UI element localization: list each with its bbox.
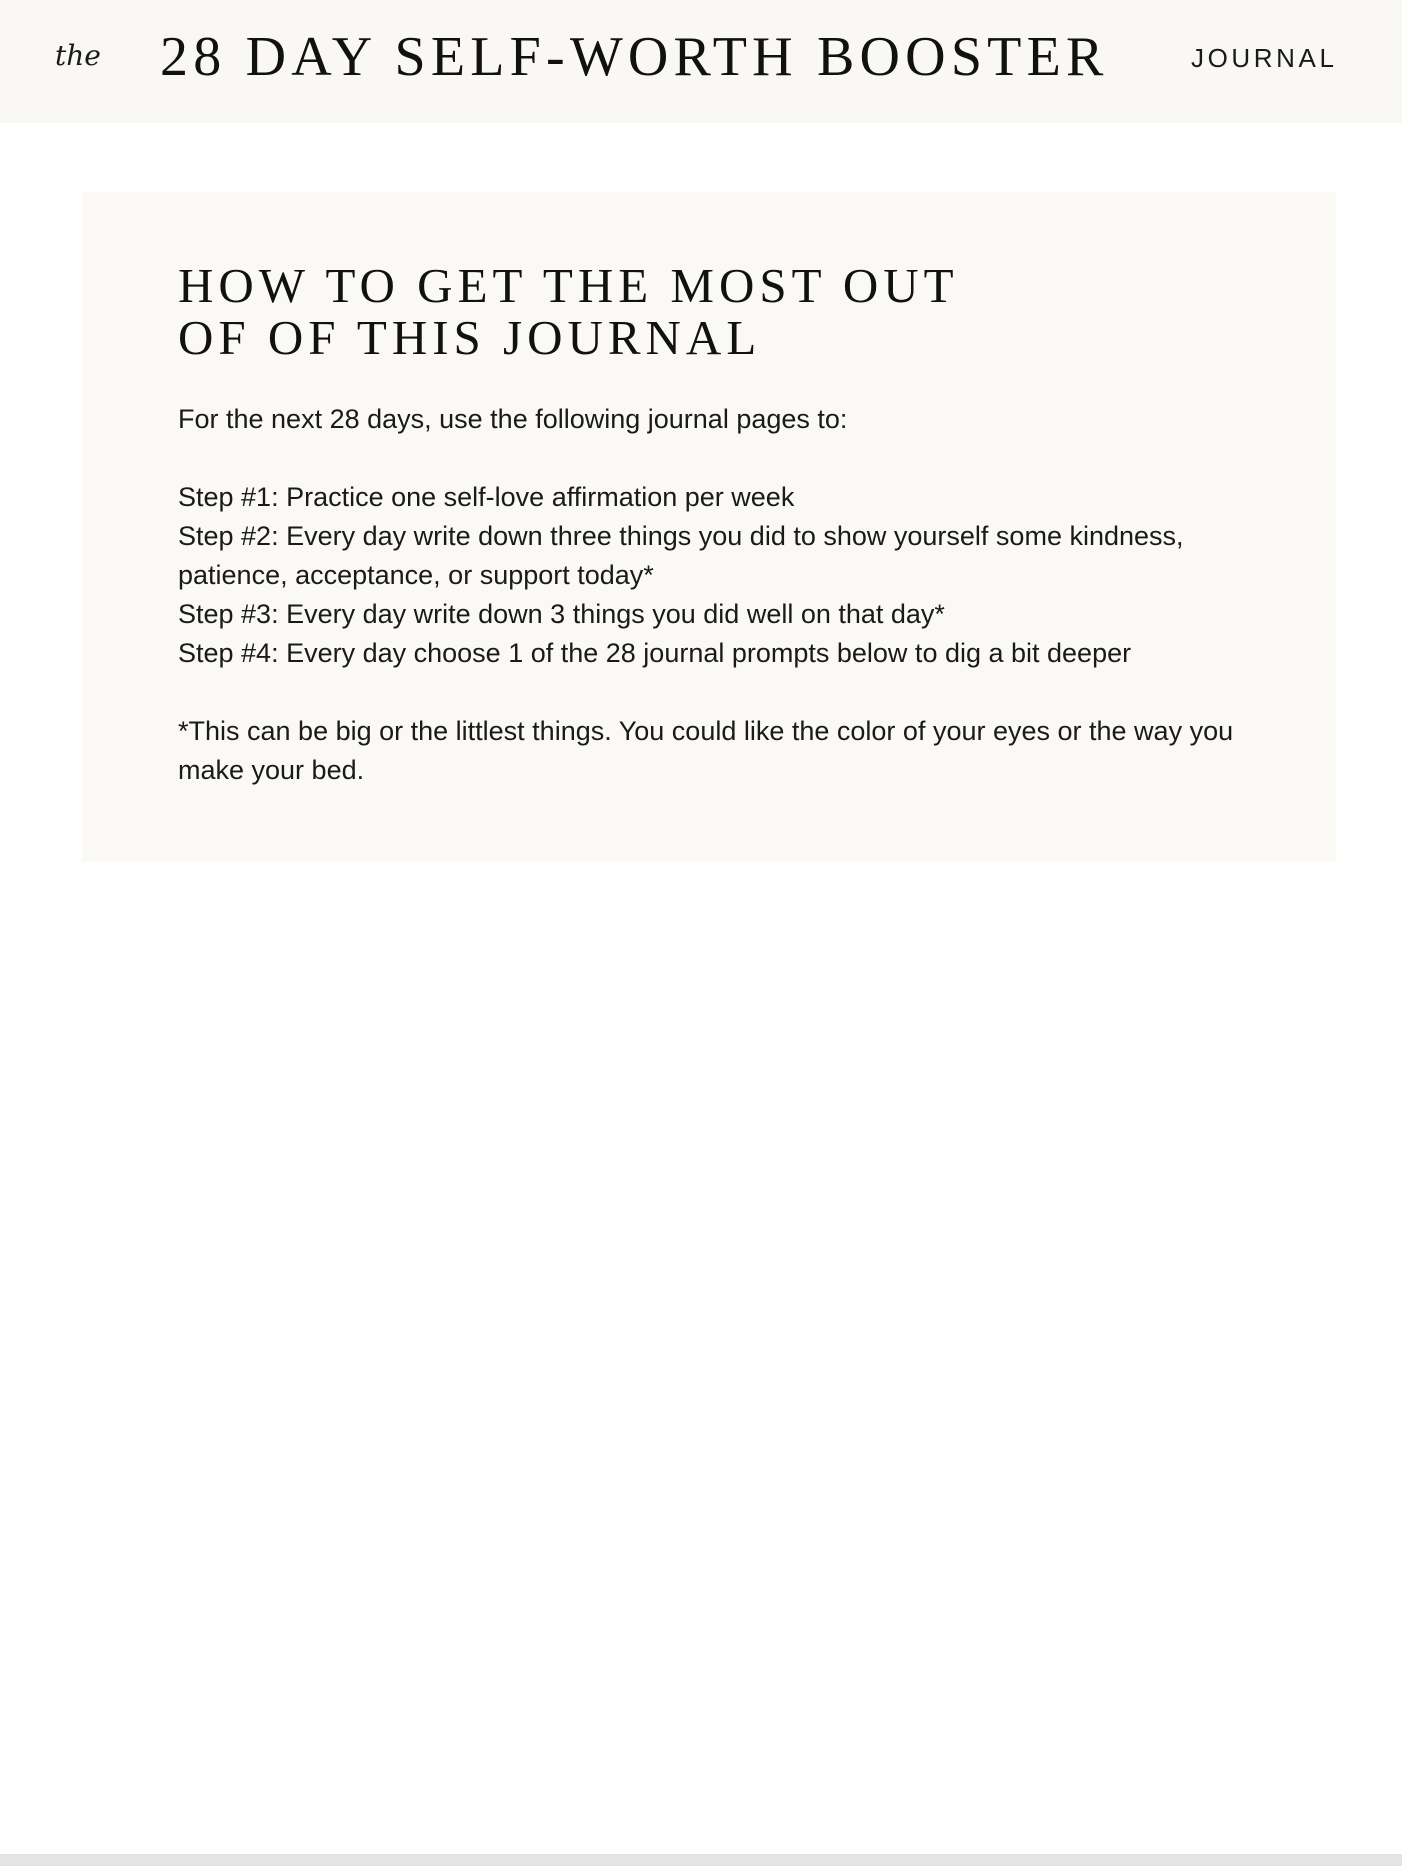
journal-title: 28 DAY SELF-WORTH BOOSTER: [160, 26, 1109, 88]
journal-header: [0, 0, 1402, 123]
paragraph-spacer: [178, 673, 1238, 712]
step-1: Step #1: Practice one self-love affirmation per week: [178, 482, 795, 512]
panel-heading-line-1: HOW TO GET THE MOST OUT: [178, 258, 959, 313]
bottom-scroll-edge: [0, 1854, 1402, 1866]
step-4: Step #4: Every day choose 1 of the 28 journal prompts below to dig a bit deeper: [178, 638, 1132, 668]
intro-text: For the next 28 days, use the following journal pages to:: [178, 404, 848, 434]
step-2: Step #2: Every day write down three things you did to show yourself some kindness, patience, acceptance, or support today*: [178, 521, 1184, 590]
panel-heading: [178, 260, 959, 364]
paragraph-spacer: [178, 439, 1238, 478]
step-3: Step #3: Every day write down 3 things you did well on that day*: [178, 599, 945, 629]
instructions-panel: [82, 192, 1336, 862]
header-journal-word: JOURNAL: [1191, 43, 1338, 73]
header-the-word: the: [55, 39, 101, 72]
panel-heading-line-2: OF OF THIS JOURNAL: [178, 310, 762, 365]
footnote-text: *This can be big or the littlest things. You could like the color of your eyes or the way you make your bed.: [178, 716, 1234, 785]
panel-body: [178, 400, 1238, 790]
